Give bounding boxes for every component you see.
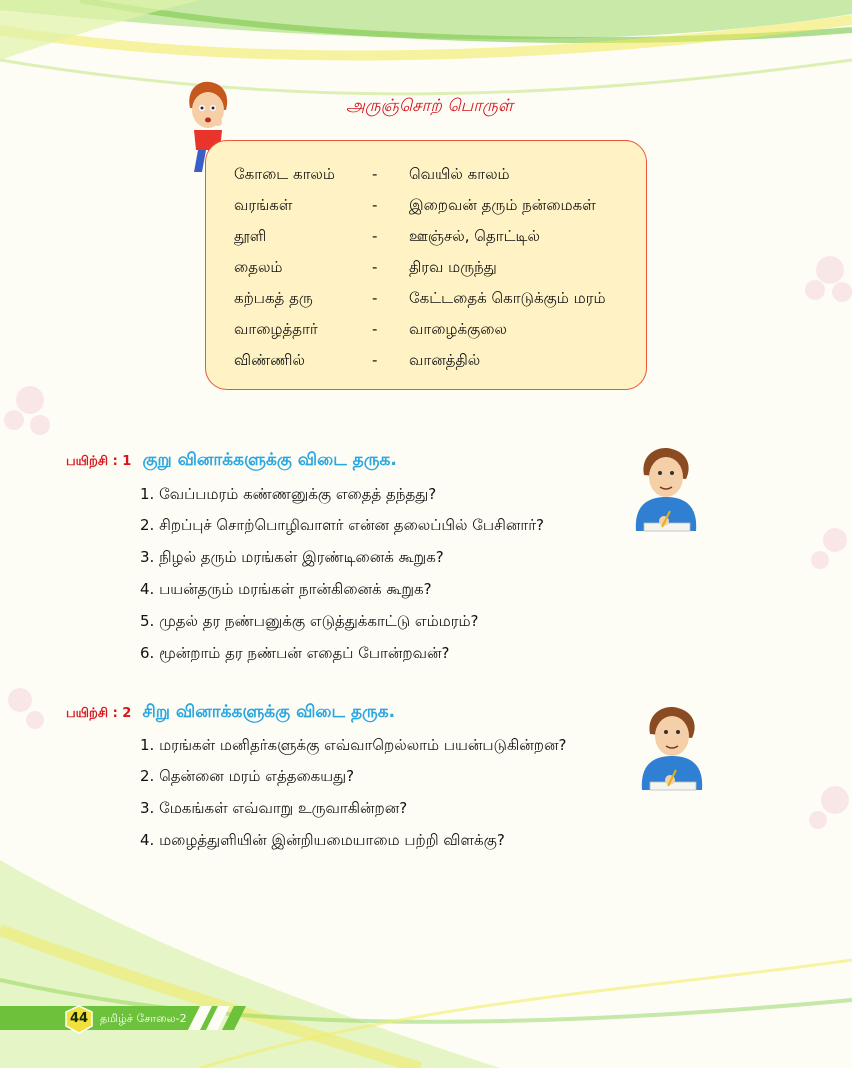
vocab-meaning: திரவ மருந்து xyxy=(409,258,497,276)
exercise-1-question: 2. சிறப்புச் சொற்பொழிவாளர் என்ன தலைப்பில் பேசினார்? xyxy=(140,516,545,534)
vocab-meaning: வெயில் காலம் xyxy=(409,165,510,183)
vocab-row xyxy=(206,351,646,377)
vocab-term: கற்பகத் தரு xyxy=(234,289,313,307)
vocabulary-box xyxy=(205,140,647,390)
vocab-meaning: வாழைக்குலை xyxy=(409,320,507,338)
exercise-2-question: 3. மேகங்கள் எவ்வாறு உருவாகின்றன? xyxy=(140,799,408,817)
exercise-2-question: 2. தென்னை மரம் எத்தகையது? xyxy=(140,767,355,785)
vocab-term: வாழைத்தார் xyxy=(234,320,318,338)
vocab-row xyxy=(206,165,646,191)
vocab-term: தைலம் xyxy=(234,258,283,276)
vocab-row xyxy=(206,227,646,253)
vocab-meaning: இறைவன் தரும் நன்மைகள் xyxy=(409,196,596,214)
exercise-2-heading xyxy=(66,702,395,724)
writing-boy-illustration xyxy=(636,704,708,792)
exercise-1-heading xyxy=(66,450,397,472)
vocab-row xyxy=(206,196,646,222)
vocab-row xyxy=(206,289,646,315)
exercise-1-label: பயிற்சி : 1 xyxy=(66,454,132,469)
exercise-2-label: பயிற்சி : 2 xyxy=(66,706,132,721)
book-title: தமிழ்ச் சோலை-2 xyxy=(100,1012,187,1025)
vocab-dash: - xyxy=(372,258,378,276)
vocab-meaning: வானத்தில் xyxy=(409,351,481,369)
vocab-dash: - xyxy=(372,320,378,338)
exercise-1-question: 1. வேப்பமரம் கண்ணனுக்கு எதைத் தந்தது? xyxy=(140,485,437,503)
vocab-term: விண்ணில் xyxy=(234,351,305,369)
exercise-1-question: 4. பயன்தரும் மரங்கள் நான்கினைக் கூறுக? xyxy=(140,580,432,598)
vocab-meaning: ஊஞ்சல், தொட்டில் xyxy=(409,227,540,245)
vocab-dash: - xyxy=(372,165,378,183)
exercise-2-question: 4. மழைத்துளியின் இன்றியமையாமை பற்றி விளக்கு? xyxy=(140,831,505,849)
writing-boy-illustration xyxy=(630,445,702,533)
vocab-term: வரங்கள் xyxy=(234,196,293,214)
vocab-term: கோடை காலம் xyxy=(234,165,335,183)
exercise-1-title: குறு வினாக்களுக்கு விடை தருக. xyxy=(142,450,397,470)
vocab-dash: - xyxy=(372,227,378,245)
vocab-dash: - xyxy=(372,351,378,369)
vocab-dash: - xyxy=(372,196,378,214)
vocab-row xyxy=(206,258,646,284)
exercise-1-question: 6. மூன்றாம் தர நண்பன் எதைப் போன்றவன்? xyxy=(140,644,450,662)
vocab-meaning: கேட்டதைக் கொடுக்கும் மரம் xyxy=(409,289,606,307)
vocab-term: தூளி xyxy=(234,227,267,245)
exercise-2-question: 1. மரங்கள் மனிதர்களுக்கு எவ்வாறெல்லாம் பயன்படுகின்றன? xyxy=(140,736,567,754)
page-number: 44 xyxy=(69,1011,89,1026)
exercise-2-title: சிறு வினாக்களுக்கு விடை தருக. xyxy=(142,702,396,722)
vocab-row xyxy=(206,320,646,346)
vocab-dash: - xyxy=(372,289,378,307)
exercise-1-question: 3. நிழல் தரும் மரங்கள் இரண்டினைக் கூறுக? xyxy=(140,548,444,566)
exercise-1-question: 5. முதல் தர நண்பனுக்கு எடுத்துக்காட்டு எம்மரம்? xyxy=(140,612,479,630)
vocabulary-title: அருஞ்சொற் பொருள் xyxy=(346,96,514,116)
